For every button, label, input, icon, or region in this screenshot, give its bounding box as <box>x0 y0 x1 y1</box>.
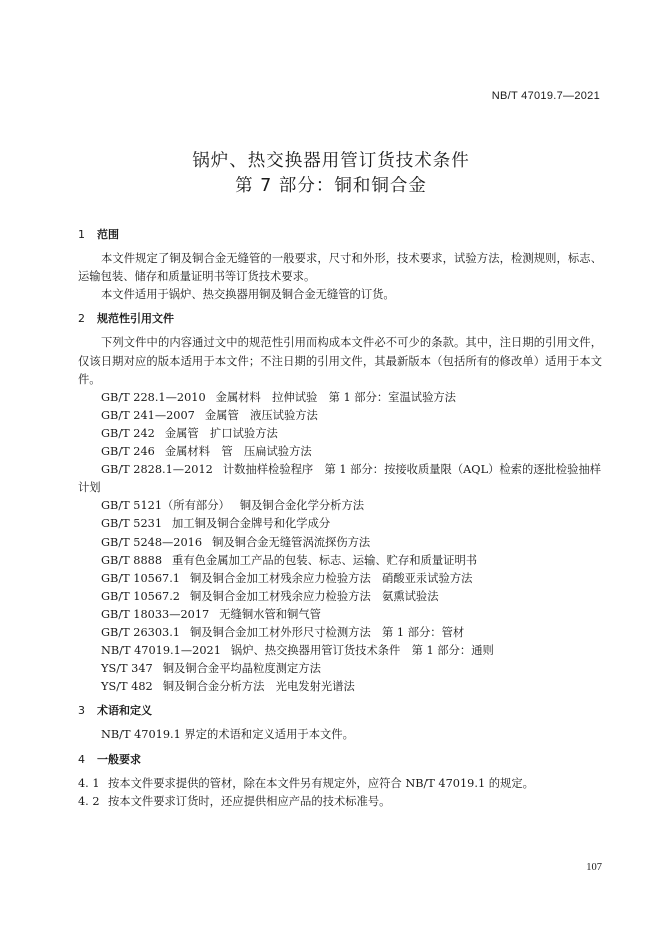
reference-item: GB/T 26303.1 铜及铜合金加工材外形尺寸检测方法 第 1 部分：管材 <box>101 625 465 639</box>
reference-item: GB/T 2828.1—2012 计数抽样检验程序 第 1 部分：按接收质量限（AQL）检索的逐批检验抽样计划 <box>78 463 602 495</box>
reference-item: GB/T 10567.2 铜及铜合金加工材残余应力检验方法 氨熏试验法 <box>101 589 439 603</box>
reference-item: GB/T 241—2007 金属管 液压试验方法 <box>101 408 318 422</box>
reference-item: GB/T 10567.1 铜及铜合金加工材残余应力检验方法 硝酸亚汞试验方法 <box>101 571 473 585</box>
section-heading-normative-references: 2 规范性引用文件 <box>78 312 174 326</box>
reference-item: GB/T 5248—2016 铜及铜合金无缝管涡流探伤方法 <box>101 535 371 549</box>
reference-item: GB/T 246 金属材料 管 压扁试验方法 <box>101 445 312 459</box>
document-subtitle: 第 7 部分：铜和铜合金 <box>235 176 427 196</box>
reference-item: YS/T 482 铜及铜合金分析方法 光电发射光谱法 <box>101 680 355 694</box>
clause-4-1: 4. 1 按本文件要求提供的管材，除在本文件另有规定外，应符合 NB/T 47019.1 的规定。 <box>78 776 534 790</box>
section-heading-terms: 3 术语和定义 <box>78 704 152 718</box>
paragraph: 本文件适用于锅炉、热交换器用铜及铜合金无缝管的订货。 <box>101 288 395 302</box>
reference-item: GB/T 242 金属管 扩口试验方法 <box>101 426 278 440</box>
section-heading-general-requirements: 4 一般要求 <box>78 752 141 766</box>
reference-item: NB/T 47019.1—2021 锅炉、热交换器用管订货技术条件 第 1 部分：通则 <box>101 644 494 658</box>
document-body <box>78 226 602 811</box>
reference-item: GB/T 8888 重有色金属加工产品的包装、标志、运输、贮存和质量证明书 <box>101 553 478 567</box>
paragraph: 本文件规定了铜及铜合金无缝管的一般要求，尺寸和外形，技术要求，试验方法，检测规则，标志、运输包装、储存和质量证明书等订货技术要求。 <box>78 252 602 284</box>
paragraph: 下列文件中的内容通过文中的规范性引用而构成本文件必不可少的条款。其中，注日期的引用文件，仅该日期对应的版本适用于本文件；不注日期的引用文件，其最新版本（包括所有的修改单）适用于本文件。 <box>78 336 602 386</box>
reference-item: YS/T 347 铜及铜合金平均晶粒度测定方法 <box>101 662 321 676</box>
reference-item: GB/T 5231 加工铜及铜合金牌号和化学成分 <box>101 517 331 531</box>
paragraph: NB/T 47019.1 界定的术语和定义适用于本文件。 <box>101 728 354 742</box>
reference-item: GB/T 18033—2017 无缝铜水管和铜气管 <box>101 607 321 621</box>
clause-4-2: 4. 2 按本文件要求订货时，还应提供相应产品的技术标准号。 <box>78 794 391 808</box>
document-title: 锅炉、热交换器用管订货技术条件 <box>192 151 470 171</box>
standard-code: NB/T 47019.7—2021 <box>491 90 600 102</box>
page-number: 107 <box>586 862 602 873</box>
reference-item: GB/T 5121（所有部分） 铜及铜合金化学分析方法 <box>101 499 365 513</box>
reference-item: GB/T 228.1—2010 金属材料 拉伸试验 第 1 部分：室温试验方法 <box>101 390 456 404</box>
section-heading-scope: 1 范围 <box>78 228 119 241</box>
